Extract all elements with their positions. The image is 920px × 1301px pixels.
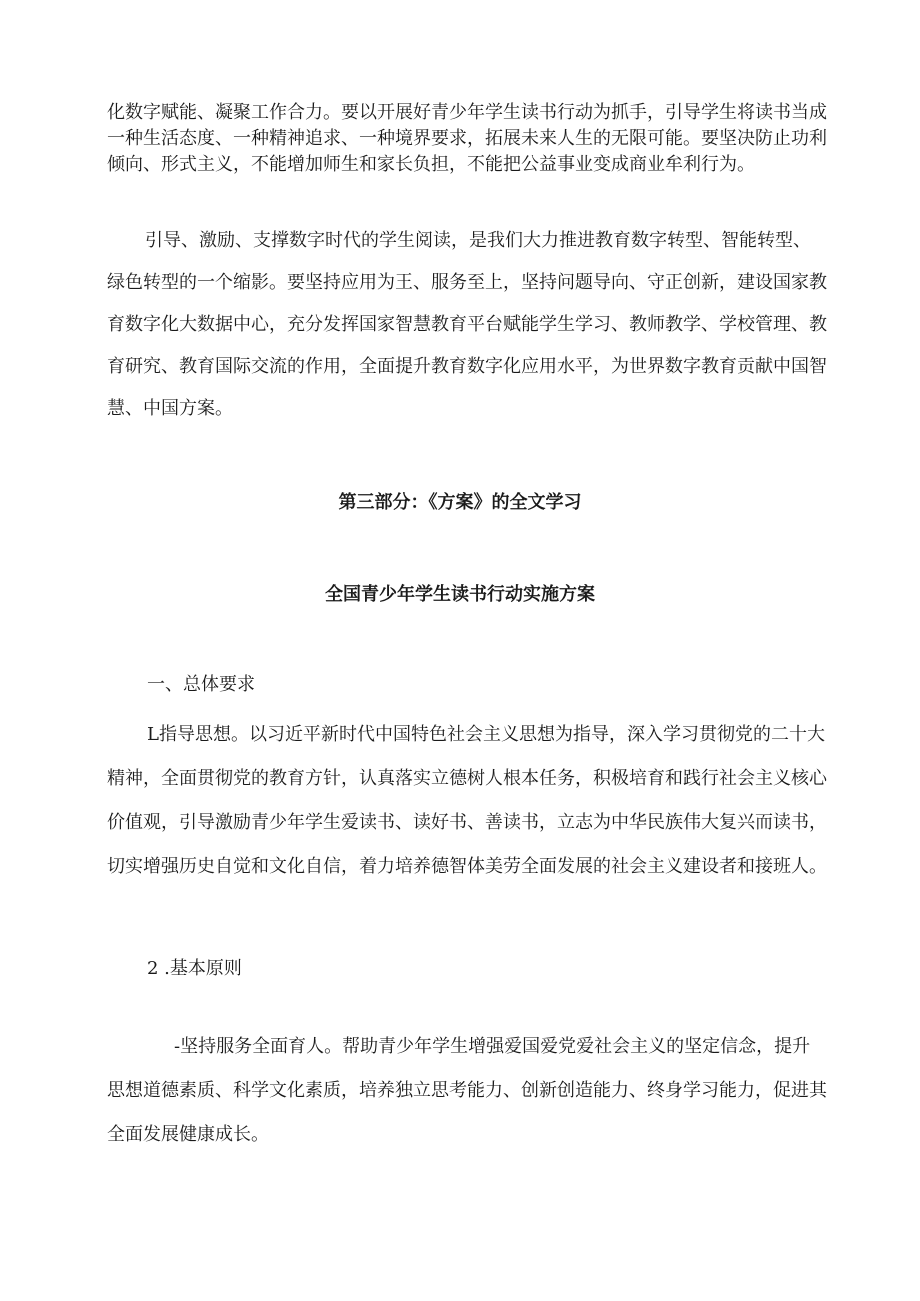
body-paragraph: L指导思想。以习近平新时代中国特色社会主义思想为指导，深入学习贯彻党的二十大精神，全面贯彻党的教育方针，认真落实立德树人根本任务，积极培育和践行社会主义核心价值观，引导激励青少年学生爱读书、读好书、善读书，立志为中华民族伟大复兴而读书，切实增强历史自觉和文化自信，着力培养德智体美劳全面发展的社会主义建设者和接班人。 [107,724,827,877]
section-heading: 2 .基本原则 [147,958,242,979]
body-paragraph: 引导、激励、支撑数字时代的学生阅读，是我们大力推进教育数字转型、智能转型、绿色转型的一个缩影。要坚持应用为王、服务至上，坚持问题导向、守正创新，建设国家教育数字化大数据中心，充分发挥国家智慧教育平台赋能学生学习、教师教学、学校管理、教育研究、教育国际交流的作用，全面提升教育数字化应用水平，为世界数字教育贡献中国智慧、中国方案。 [107,230,827,419]
plan-title: 全国青少年学生读书行动实施方案 [325,584,595,605]
part-heading: 第三部分：《方案》的全文学习 [338,492,582,513]
body-paragraph: 化数字赋能、凝聚工作合力。要以开展好青少年学生读书行动为抓手，引导学生将读书当成一种生活态度、一种精神追求、一种境界要求，拓展未来人生的无限可能。要坚决防止功利倾向、形式主义，不能增加师生和家长负担，不能把公益事业变成商业牟利行为。 [107,102,827,175]
section-heading: 一、总体要求 [147,674,255,695]
body-paragraph: -坚持服务全面育人。帮助青少年学生增强爱国爱党爱社会主义的坚定信念，提升思想道德素质、科学文化素质，培养独立思考能力、创新创造能力、终身学习能力，促进其全面发展健康成长。 [107,1036,827,1145]
